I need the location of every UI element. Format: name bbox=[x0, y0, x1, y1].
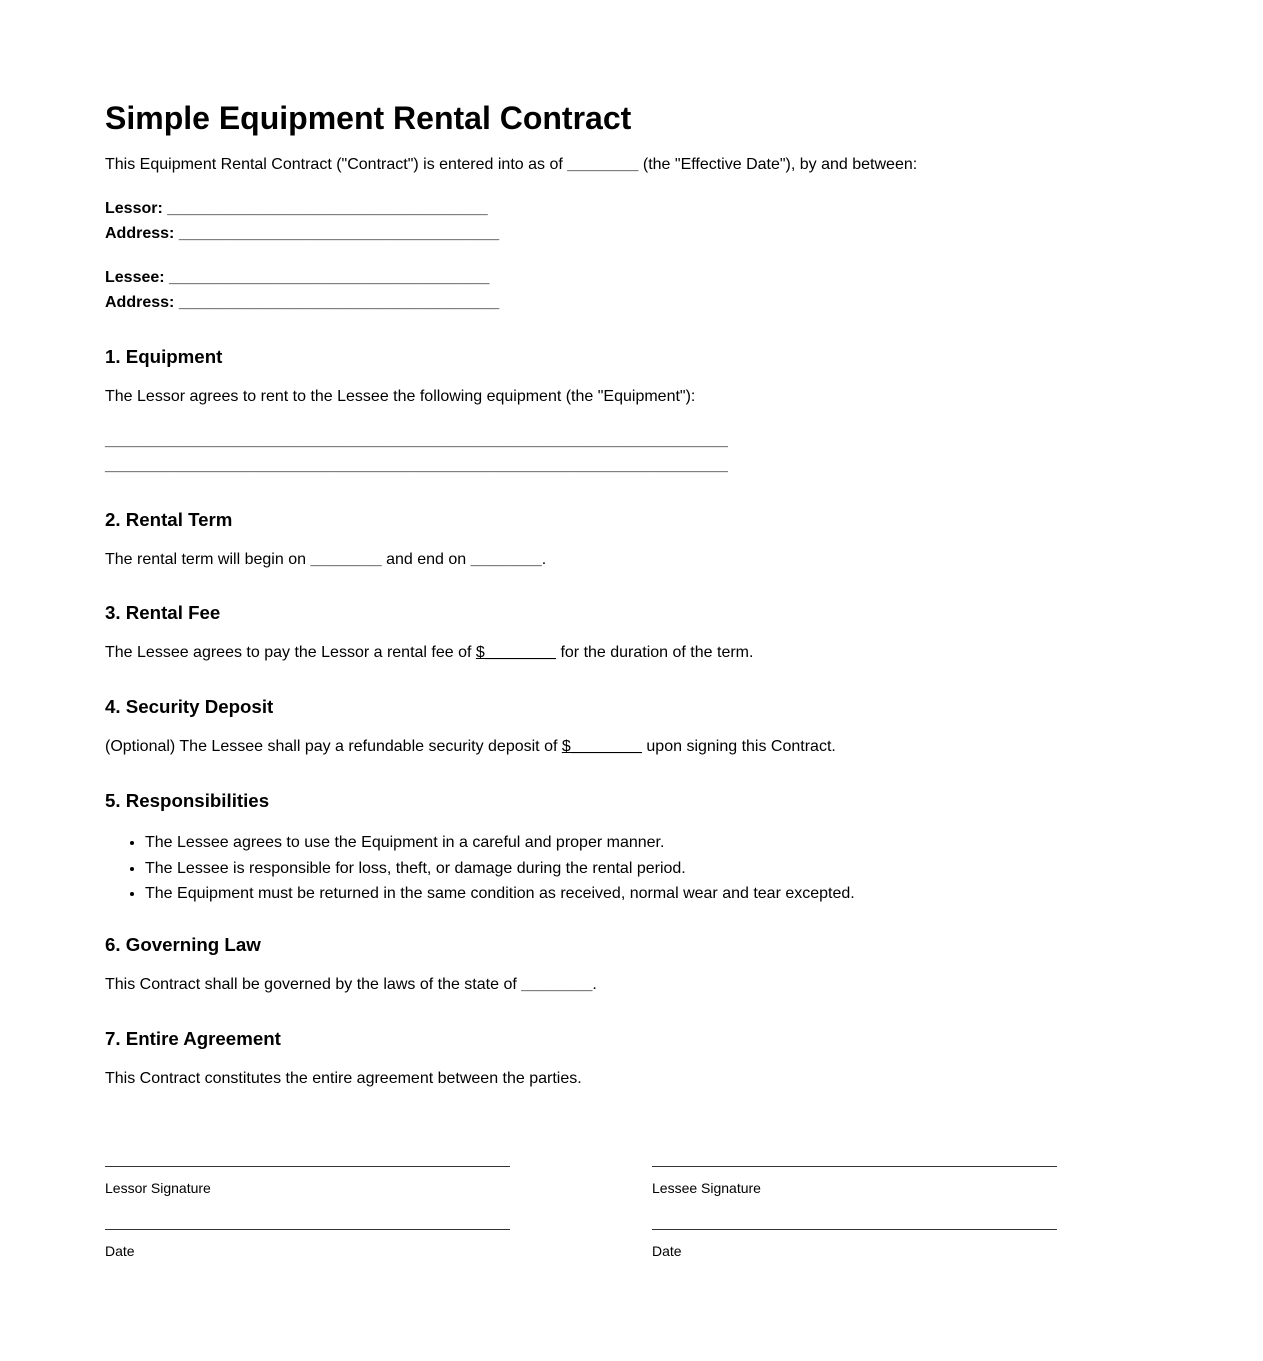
lessor-blank[interactable]: ____________________________________ bbox=[167, 200, 488, 217]
lessee-date-block bbox=[652, 1229, 1057, 1259]
governing-law-text-2: . bbox=[592, 976, 597, 993]
list-item: • The Lessee is responsible for loss, theft, or damage during the rental period. bbox=[145, 856, 855, 882]
list-item: • The Equipment must be returned in the same condition as received, normal wear and tear excepted. bbox=[145, 881, 855, 907]
security-deposit-paragraph bbox=[105, 737, 836, 757]
intro-text-after: (the "Effective Date"), by and between: bbox=[638, 156, 918, 173]
security-deposit-text-1: (Optional) The Lessee shall pay a refundable security deposit of bbox=[105, 738, 562, 755]
lessee-address-field bbox=[105, 293, 499, 313]
rental-fee-text-2: for the duration of the term. bbox=[556, 644, 754, 661]
rental-fee-text-1: The Lessee agrees to pay the Lessor a rental fee of bbox=[105, 644, 476, 661]
security-deposit-amount[interactable] bbox=[562, 738, 642, 755]
document-title: Simple Equipment Rental Contract bbox=[105, 100, 632, 136]
start-date-blank[interactable]: ________ bbox=[310, 551, 382, 568]
lessor-date-line[interactable] bbox=[105, 1229, 510, 1230]
governing-law-text-1: This Contract shall be governed by the laws of the state of bbox=[105, 976, 522, 993]
rental-term-text-2: and end on bbox=[381, 551, 471, 568]
lessee-blank[interactable]: ____________________________________ bbox=[169, 269, 490, 286]
lessor-label: Lessor: bbox=[105, 200, 163, 217]
lessee-signature-label: Lessee Signature bbox=[652, 1180, 761, 1196]
rental-term-text-3: . bbox=[541, 551, 547, 568]
lessee-signature-block bbox=[652, 1166, 1057, 1196]
lessor-address-blank[interactable]: ____________________________________ bbox=[178, 225, 500, 242]
dollar-sign: $ bbox=[561, 738, 571, 755]
state-blank[interactable]: ________ bbox=[521, 976, 593, 993]
rental-fee-paragraph bbox=[105, 643, 753, 663]
lessee-address-blank[interactable]: ____________________________________ bbox=[178, 294, 500, 311]
lessee-field bbox=[105, 268, 489, 288]
security-deposit-blank[interactable]: ________ bbox=[570, 738, 642, 755]
rental-term-text-1: The rental term will begin on bbox=[105, 551, 311, 568]
dollar-sign: $ bbox=[475, 644, 485, 661]
section-heading-rental-fee: 3. Rental Fee bbox=[105, 602, 221, 623]
lessee-date-line[interactable] bbox=[652, 1229, 1057, 1230]
rental-fee-blank[interactable]: ________ bbox=[484, 644, 556, 661]
lessor-address-label: Address: bbox=[105, 225, 175, 242]
lessor-signature-block bbox=[105, 1166, 510, 1196]
end-date-blank[interactable]: ________ bbox=[470, 551, 542, 568]
rental-term-paragraph bbox=[105, 550, 546, 570]
governing-law-paragraph bbox=[105, 975, 597, 995]
lessee-date-label: Date bbox=[652, 1243, 682, 1259]
lessee-address-label: Address: bbox=[105, 294, 175, 311]
equipment-blank-line-2[interactable]: ______________________________________________________________________ bbox=[105, 457, 728, 474]
section-heading-security-deposit: 4. Security Deposit bbox=[105, 696, 274, 717]
list-item: • The Lessee agrees to use the Equipment in a careful and proper manner. bbox=[145, 830, 855, 856]
lessor-address-field bbox=[105, 224, 499, 244]
section-heading-governing-law: 6. Governing Law bbox=[105, 934, 261, 955]
effective-date-blank[interactable]: ________ bbox=[567, 156, 639, 173]
intro-text-before: This Equipment Rental Contract ("Contract") is entered into as of bbox=[105, 156, 568, 173]
equipment-paragraph: The Lessor agrees to rent to the Lessee the following equipment (the "Equipment"): bbox=[105, 388, 696, 405]
lessee-label: Lessee: bbox=[105, 269, 165, 286]
rental-fee-amount[interactable] bbox=[476, 644, 556, 661]
entire-agreement-paragraph: This Contract constitutes the entire agreement between the parties. bbox=[105, 1070, 582, 1087]
lessor-signature-label: Lessor Signature bbox=[105, 1180, 211, 1196]
section-heading-equipment: 1. Equipment bbox=[105, 346, 223, 367]
lessor-field bbox=[105, 199, 488, 219]
intro-paragraph bbox=[105, 155, 917, 175]
section-heading-entire-agreement: 7. Entire Agreement bbox=[105, 1028, 281, 1049]
equipment-blank-line-1[interactable]: ______________________________________________________________________ bbox=[105, 432, 728, 449]
lessor-date-label: Date bbox=[105, 1243, 135, 1259]
responsibilities-list bbox=[105, 830, 855, 907]
section-heading-responsibilities: 5. Responsibilities bbox=[105, 790, 270, 811]
lessor-signature-line[interactable] bbox=[105, 1166, 510, 1167]
security-deposit-text-2: upon signing this Contract. bbox=[641, 738, 836, 755]
lessor-date-block bbox=[105, 1229, 510, 1259]
section-heading-rental-term: 2. Rental Term bbox=[105, 509, 233, 530]
lessee-signature-line[interactable] bbox=[652, 1166, 1057, 1167]
